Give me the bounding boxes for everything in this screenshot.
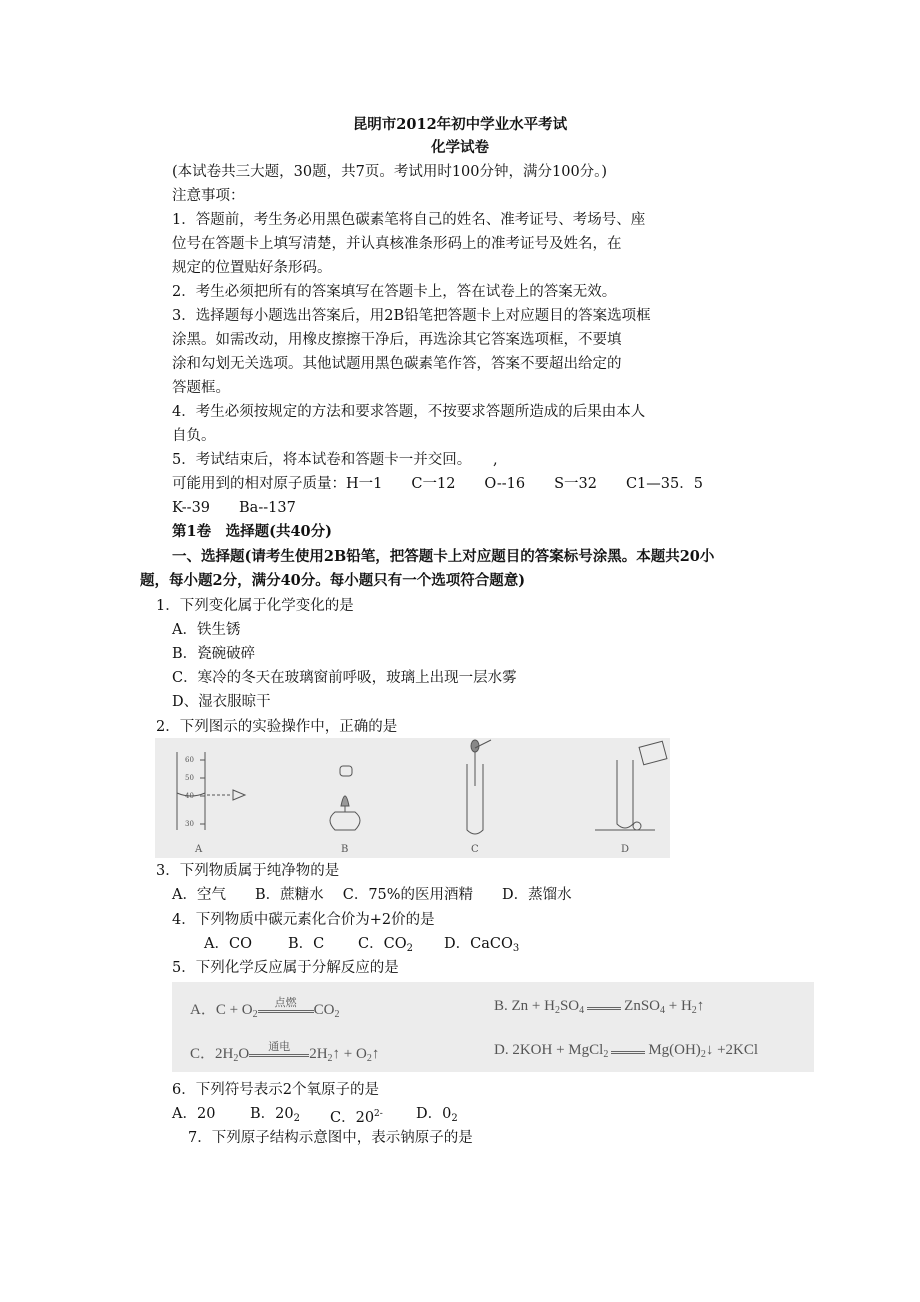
cylinder-tick-label: 60 — [185, 756, 194, 764]
exam-info: (本试卷共三大题，30题，共7页。考试用时100分钟，满分100分。) — [172, 164, 608, 180]
note-line: 4．考生必须按规定的方法和要求答题，不按要求答题所造成的后果由本人 — [172, 404, 646, 420]
equation-b: B. $Zn + H_2SO_4$ ZnSO$_4$ + $H_2↑$ — [494, 998, 705, 1016]
question-1-option-a: A．铁生锈 — [172, 622, 241, 638]
lab-operations-figure — [155, 738, 670, 858]
figure-label-c: C — [471, 844, 479, 855]
question-1-option-c: C．寒冷的冬天在玻璃窗前呼吸，玻璃上出现一层水雾 — [172, 670, 517, 686]
cylinder-tick-label: 30 — [185, 820, 194, 828]
question-5-stem: 5．下列化学反应属于分解反应的是 — [172, 960, 399, 976]
figure-label-d: D — [621, 844, 630, 855]
section-instruction-2: 题，每小题2分，满分40分。每小题只有一个选项符合题意) — [140, 572, 526, 589]
lab-operations-illustration — [155, 738, 670, 858]
exam-title: 昆明市2012年初中学业水平考试 — [352, 116, 568, 133]
note-line: 1．答题前，考生务必用黑色碳素笔将自己的姓名、准考证号、考场号、座 — [172, 212, 646, 228]
question-1-stem: 1．下列变化属于化学变化的是 — [156, 598, 354, 614]
question-4-option-a: A．CO — [204, 936, 252, 952]
question-4-option-c: C．$CO_2$ — [358, 936, 413, 954]
question-3-stem: 3．下列物质属于纯净物的是 — [156, 863, 340, 879]
question-1-option-d: D、湿衣服晾干 — [172, 694, 271, 710]
section-instruction: 一、选择题(请考生使用2B铅笔，把答题卡上对应题目的答案标号涂黑。本题共20小 — [172, 548, 715, 565]
question-4-stem: 4．下列物质中碳元素化合价为+2价的是 — [172, 912, 435, 928]
question-6-option-a: A．20 — [172, 1106, 216, 1122]
question-2-stem: 2．下列图示的实验操作中，正确的是 — [156, 719, 398, 735]
cylinder-tick-label: 50 — [185, 774, 194, 782]
equation-c: C．$2H_2O$ 通电 $2H_2↑$ + $O_2↑$ — [190, 1042, 379, 1065]
question-4-option-d: D．CaCO$_3$ — [444, 936, 520, 954]
note-line: 涂黑。如需改动，用橡皮擦擦干净后，再选涂其它答案选项框，不要填 — [172, 332, 622, 348]
question-6-option-c: C．$20^{2-}$ — [330, 1109, 383, 1126]
question-4-option-b: B．C — [288, 936, 325, 952]
atomic-mass-line-2: K--39 Ba--137 — [172, 500, 296, 516]
note-line: 5．考试结束后，将本试卷和答题卡一并交回。 , — [172, 452, 498, 468]
equation-d: D. 2KOH + MgCl$_2$ $Mg(OH)_2↓ +2KCl$ — [494, 1042, 759, 1060]
note-line: 3．选择题每小题选出答案后，用2B铅笔把答题卡上对应题目的答案选项框 — [172, 308, 651, 324]
note-line: 涂和勾划无关选项。其他试题用黑色碳素笔作答，答案不要超出给定的 — [172, 356, 622, 372]
figure-label-a: A — [195, 844, 203, 855]
note-line: 答题框。 — [172, 380, 230, 396]
exam-subtitle: 化学试卷 — [431, 139, 489, 156]
question-7-stem: 7．下列原子结构示意图中，表示钠原子的是 — [188, 1130, 473, 1146]
question-6-option-d: D．$0_2$ — [416, 1106, 458, 1124]
note-line: 2．考生必须把所有的答案填写在答题卡上，答在试卷上的答案无效。 — [172, 284, 617, 300]
atomic-mass-line: 可能用到的相对原子质量：H一1 C一12 O--16 S一32 C1—35．5 — [172, 476, 703, 492]
reaction-equations-figure — [172, 982, 814, 1072]
question-1-option-b: B．瓷碗破碎 — [172, 646, 256, 662]
question-3-options: A．空气 B．蔗糖水 C．75%的医用酒精 D．蒸馏水 — [172, 887, 572, 903]
note-line: 位号在答题卡上填写清楚，并认真核准条形码上的准考证号及姓名，在 — [172, 236, 622, 252]
question-6-option-b: B．$20_2$ — [250, 1106, 300, 1124]
question-6-stem: 6．下列符号表示2个氧原子的是 — [172, 1082, 379, 1098]
section-title: 第1卷 选择题(共40分) — [172, 523, 332, 540]
figure-label-b: B — [341, 844, 349, 855]
note-line: 自负。 — [172, 428, 216, 444]
cylinder-tick-label: 40 — [185, 792, 194, 800]
equation-a: A．$C + O_2$点燃 $CO_2$ — [190, 998, 339, 1021]
note-line: 规定的位置贴好条形码。 — [172, 260, 332, 276]
notes-heading: 注意事项： — [172, 188, 245, 204]
